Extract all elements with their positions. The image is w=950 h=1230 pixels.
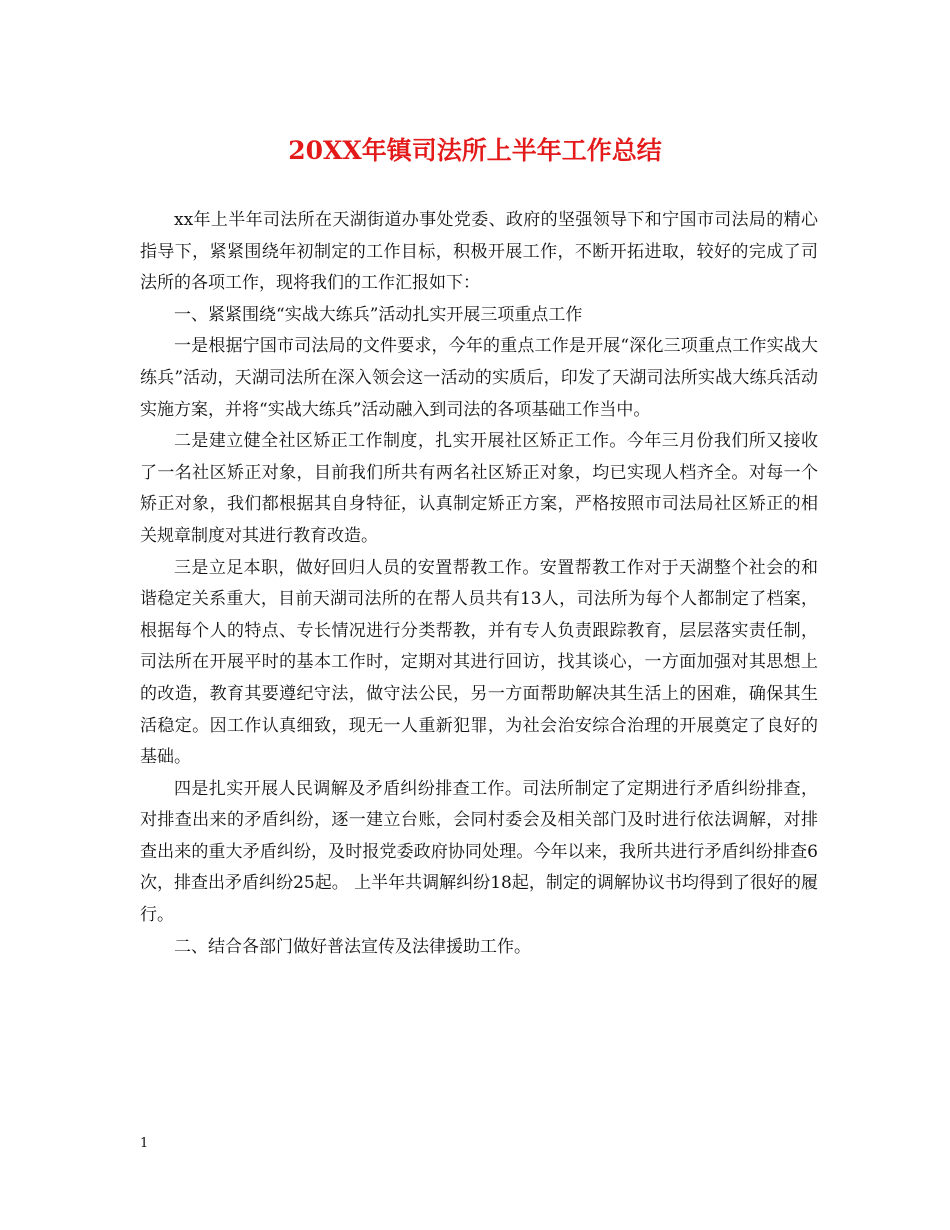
page-number: 1 <box>140 1136 149 1151</box>
section-heading-2: 二、结合各部门做好普法宣传及法律援助工作。 <box>174 936 531 957</box>
paragraph-intro: xx年上半年司法所在天湖街道办事处党委、政府的坚强领导下和宁国市司法局的精心指导下，紧紧围绕年初制定的工作目标，积极开展工作，不断开拓进取，较好的完成了司法所的各项工作，现将我们的工作汇报如下： <box>140 210 818 294</box>
paragraph-item-4: 四是扎实开展人民调解及矛盾纠纷排查工作。司法所制定了定期进行矛盾纠纷排查，对排查出来的矛盾纠纷，逐一建立台账，会同村委会及相关部门及时进行依法调解，对排查出来的重大矛盾纠纷，及时报党委政府协同处理。今年以来，我所共进行矛盾纠纷排查6次，排查出矛盾纠纷25起。 上半年共调解纠纷18起，制定的调解协议书均得到了很好的履行。 <box>140 778 818 926</box>
document-body <box>140 205 818 963</box>
document-title: 20XX年镇司法所上半年工作总结 <box>288 136 662 165</box>
paragraph-item-2: 二是建立健全社区矫正工作制度，扎实开展社区矫正工作。今年三月份我们所又接收了一名社区矫正对象，目前我们所共有两名社区矫正对象，均已实现人档齐全。对每一个矫正对象，我们都根据其自身特征，认真制定矫正方案，严格按照市司法局社区矫正的相关规章制度对其进行教育改造。 <box>140 431 818 546</box>
section-heading-1: 一、紧紧围绕“实战大练兵”活动扎实开展三项重点工作 <box>174 304 583 325</box>
paragraph-item-3: 三是立足本职，做好回归人员的安置帮教工作。安置帮教工作对于天湖整个社会的和谐稳定关系重大，目前天湖司法所的在帮人员共有13人，司法所为每个人都制定了档案，根据每个人的特点、专长情况进行分类帮教，并有专人负责跟踪教育，层层落实责任制，司法所在开展平时的基本工作时，定期对其进行回访，找其谈心，一方面加强对其思想上的改造，教育其要遵纪守法，做守法公民，另一方面帮助解决其生活上的困难，确保其生活稳定。因工作认真细致，现无一人重新犯罪，为社会治安综合治理的开展奠定了良好的基础。 <box>140 557 818 768</box>
paragraph-item-1: 一是根据宁国市司法局的文件要求，今年的重点工作是开展“深化三项重点工作实战大练兵”活动，天湖司法所在深入领会这一活动的实质后，印发了天湖司法所实战大练兵活动实施方案，并将“实战大练兵”活动融入到司法的各项基础工作当中。 <box>140 336 818 420</box>
